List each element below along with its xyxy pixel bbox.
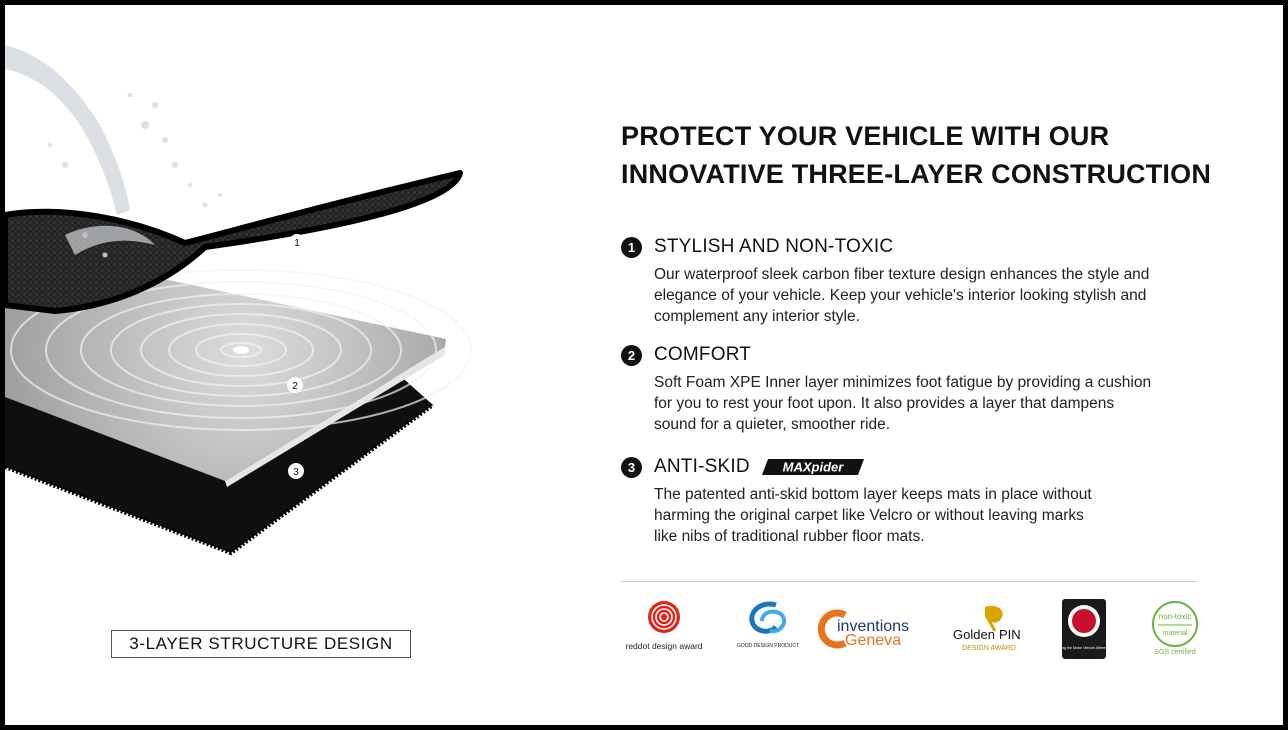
svg-text:3: 3 [293,467,299,478]
svg-text:1: 1 [294,238,300,249]
award-good-design [738,599,798,649]
page-title-line-2: INNOVATIVE THREE-LAYER CONSTRUCTION [621,159,1212,189]
award-non-toxic [1145,599,1205,656]
layer-3-marker [288,463,304,479]
svg-text:material: material [1162,630,1188,637]
three-layer-mat-illustration [5,5,475,605]
svg-text:DESIGN AWARD: DESIGN AWARD [962,645,1016,652]
svg-text:2: 2 [292,381,298,392]
svg-text:PIN: PIN [999,627,1021,642]
feature-number-1: 1 [621,237,642,258]
svg-text:non-toxic: non-toxic [1158,612,1192,621]
page-title-line-1: PROTECT YOUR VEHICLE WITH OUR [621,121,1110,151]
feature-anti-skid [621,454,1241,547]
feature-line: harming the original carpet like Velcro or without leaving marks [654,507,1084,524]
maxpider-logo [762,457,866,477]
feature-description [654,484,1214,547]
divider [621,581,1197,582]
sgs-label: SGS certified [1154,649,1196,656]
reddot-label: reddot design award [625,641,703,651]
svg-text:Geneva: Geneva [845,632,902,649]
svg-text:MAXpider: MAXpider [782,459,844,475]
golden-pin-logo [951,605,1027,653]
feature-line: elegance of your vehicle. Keep your vehicle's interior looking stylish and [654,287,1147,304]
feature-comfort [621,342,1241,435]
good-design-icon [746,599,790,639]
inventions-geneva-logo [819,609,923,649]
feature-line: Our waterproof sleek carbon fiber texture design enhances the style and [654,266,1150,283]
feature-number-2: 2 [621,345,642,366]
structure-caption-text: 3-LAYER STRUCTURE DESIGN [129,634,393,653]
product-banner [5,5,1283,725]
sema-logo [1053,599,1115,659]
feature-title: STYLISH AND NON-TOXIC [654,236,894,257]
structure-caption [111,630,411,658]
feature-line: for you to rest your foot upon. It also provides a layer that dampens [654,395,1115,412]
feature-title: COMFORT [654,344,752,365]
layer-2-marker [287,377,303,393]
feature-number-3: 3 [621,457,642,478]
svg-text:Serving the Motor Vehicle Afte: Serving the Motor Vehicle Aftermarket [1053,646,1115,650]
feature-stylish [621,234,1241,327]
reddot-icon [646,599,682,635]
feature-line: The patented anti-skid bottom layer keeps mats in place without [654,486,1092,503]
feature-line: like nibs of traditional rubber floor mats. [654,528,925,545]
feature-description [654,372,1214,435]
page-title [621,117,1261,193]
svg-text:inventions: inventions [837,618,910,635]
feature-line: Soft Foam XPE Inner layer minimizes foot fatigue by providing a cushion [654,374,1152,391]
award-inventions-geneva [819,609,923,649]
award-sema [1053,599,1115,659]
non-toxic-badge-icon [1150,599,1200,649]
feature-line: complement any interior style. [654,308,860,325]
good-design-label: GOOD DESIGN PRODUCT [737,643,799,649]
feature-title: ANTI-SKID [654,456,750,477]
feature-description [654,264,1214,327]
layer-1-marker [289,234,305,250]
svg-text:Golden: Golden [953,627,995,642]
award-golden-pin [951,605,1027,653]
award-reddot [621,599,707,651]
feature-line: sound for a quieter, smoother ride. [654,416,891,433]
